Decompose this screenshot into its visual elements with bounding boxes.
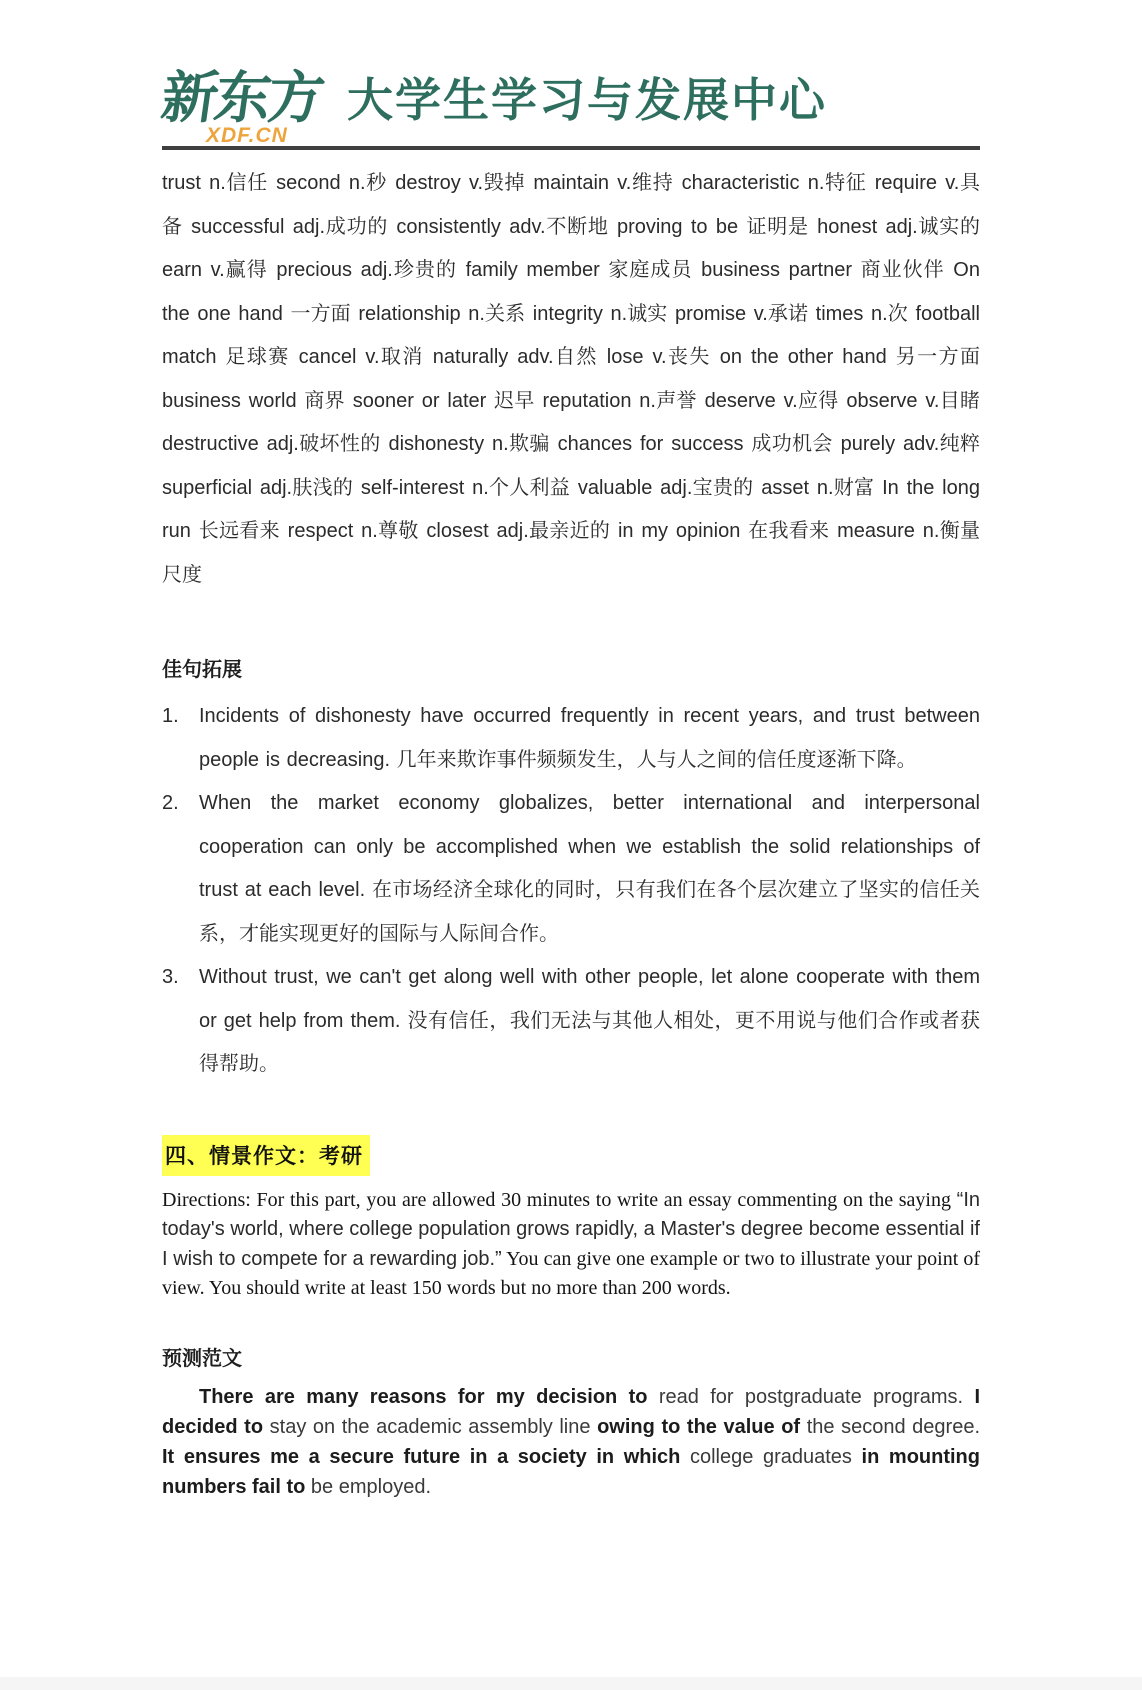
sample-essay-paragraph [162,1382,980,1502]
sentence-chinese: 没有信任，我们无法与其他人相处，更不用说与他们合作或者获得帮助。 [199,1009,981,1075]
essay-run: read for postgraduate programs. [658,1385,964,1408]
xdf-logo [157,66,326,147]
sentence-english: Incidents of dishonesty have occurred frequently in recent years, and trust between people is decreasing. [199,705,980,771]
sentence-number: 2. [162,792,179,814]
sentence-text [199,695,980,782]
essay-run: in mounting numbers fail to [162,1445,980,1498]
vocabulary-paragraph: trust n.信任 second n.秒 destroy v.毁掉 maintain v.维持 characteristic n.特征 require v.具备 successful adj.成功的 consistently adv.不断地 proving to be 证明是 honest adj.诚实的 earn v.赢得 precious adj.珍贵的 family member 家庭成员 business partner 商业伙伴 On the one hand 一方面 relationship n.关系 integrity n.诚实 promise v.承诺 times n.次 football match 足球赛 cancel v.取消 naturally adv.自然 lose v.丧失 on the other hand 另一方面 business world 商界 sooner or later 迟早 reputation n.声誉 deserve v.应得 observe v.目睹 destructive adj.破坏性的 dishonesty n.欺骗 chances for success 成功机会 purely adv.纯粹 superficial adj.肤浅的 self-interest n.个人利益 valuable adj.宝贵的 asset n.财富 In the long run 长远看来 respect n.尊敬 closest adj.最亲近的 in my opinion 在我看来 measure n.衡量尺度 [162,172,980,586]
directions-suffix: You can give one example or two to illustrate your point of view. You should write at least 150 words but no more than 200 words. [162,1247,980,1299]
sentence-number: 3. [162,966,179,988]
essay-run: the second degree. [806,1415,981,1438]
sentence-item [162,956,980,1087]
logo-domain-text: XDF.CN [206,124,288,147]
logo-wordmark: 新东方 [157,66,326,129]
sentence-list [162,695,980,1087]
directions-quoted-saying: “In today's world, where college population grows rapidly, a Master's degree become essential if I wish to compete for a rewarding job.” [162,1188,980,1270]
sentence-english: When the market economy globalizes, better international and interpersonal cooperation can only be accomplished when we establish the solid relationships of trust at each level. [199,792,980,901]
essay-run: There are many reasons for my decision to [199,1385,648,1408]
document-page [0,66,1142,1502]
essay-run: I decided to [162,1385,980,1438]
page-bottom-strip [0,1677,1142,1690]
directions-prefix: Directions: For this part, you are allowed 30 minutes to write an essay commenting on the saying [162,1188,951,1211]
sentence-english: Without trust, we can't get along well with other people, let alone cooperate with them or get help from them. [199,966,980,1032]
directions-paragraph [162,1186,980,1304]
header [157,66,980,147]
section-heading-sentences: 佳句拓展 [162,659,242,681]
sentence-item [162,695,980,782]
essay-run: It ensures me a secure future in a society in which [162,1445,681,1468]
sentence-item [162,782,980,956]
essay-run: college graduates [689,1445,852,1468]
sample-essay-heading: 预测范文 [162,1347,242,1370]
header-title: 大学生学习与发展中心 [347,74,827,126]
sentence-number: 1. [162,705,179,727]
highlighted-heading-text: 四、情景作文：考研 [162,1135,370,1176]
essay-run: be employed. [310,1475,431,1498]
sentence-chinese: 在市场经济全球化的同时，只有我们在各个层次建立了坚实的信任关系，才能实现更好的国际与人际间合作。 [199,879,981,945]
essay-run: stay on the academic assembly line [269,1415,591,1438]
sentence-text [199,782,980,956]
sentence-chinese: 几年来欺诈事件频频发生，人与人之间的信任度逐渐下降。 [396,748,917,771]
essay-section-heading [162,1135,980,1176]
sentence-text [199,956,980,1087]
essay-run: owing to the value of [597,1415,801,1438]
